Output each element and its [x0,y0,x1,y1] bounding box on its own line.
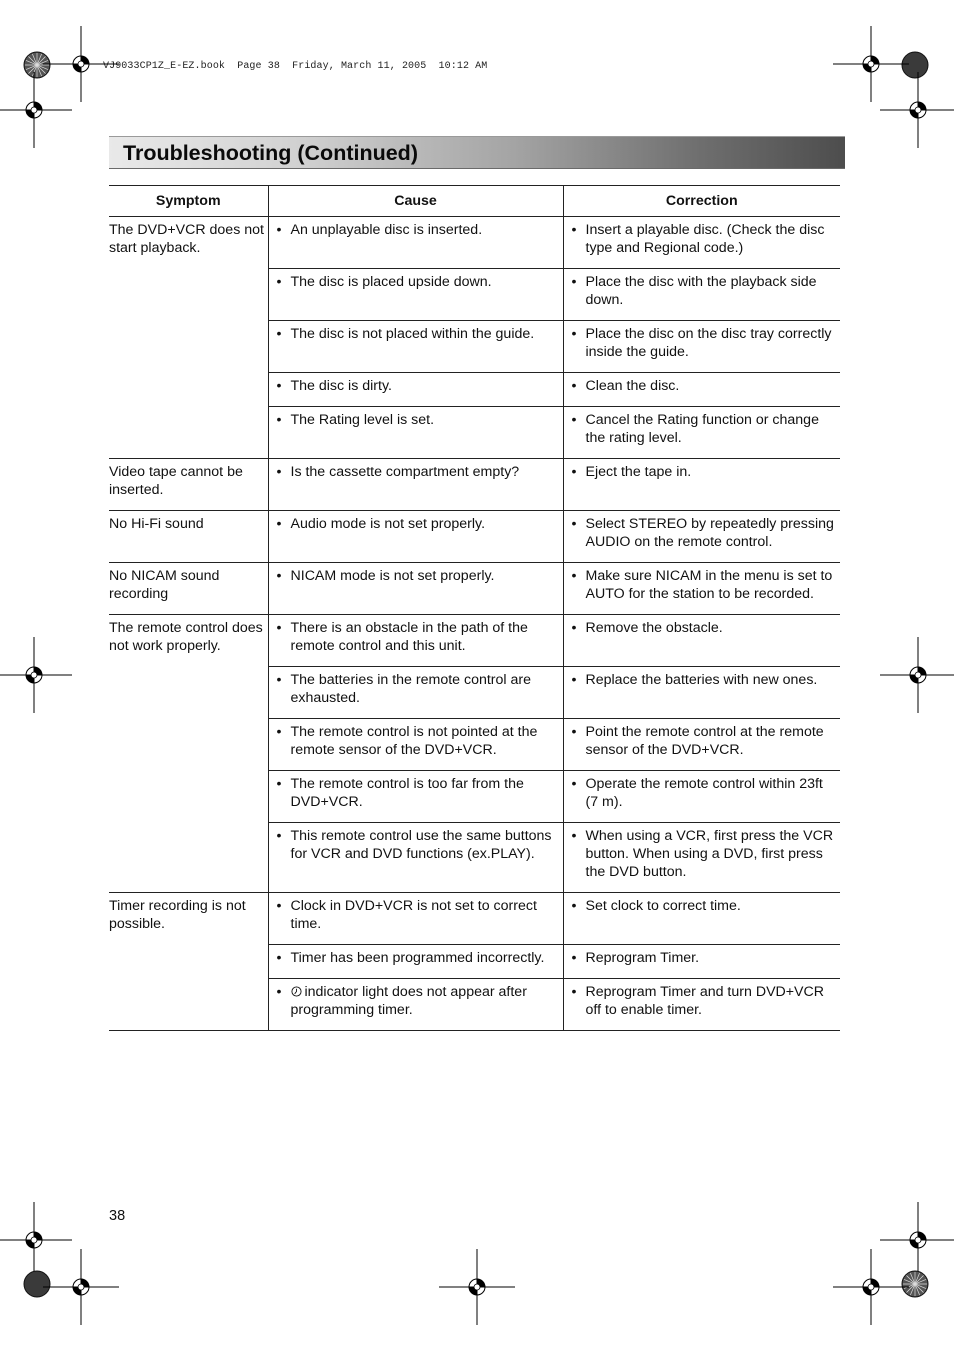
correction-text: Reprogram Timer and turn DVD+VCR off to enable timer. [585,984,825,1018]
table-row [109,459,840,511]
bullet: • [276,828,282,844]
cause-cell [268,979,563,1031]
bullet: • [276,326,282,342]
bullet: • [276,412,282,428]
cause-cell [268,217,563,269]
cause-text: The disc is placed upside down. [290,274,492,290]
cause-cell [268,615,563,667]
symptom-cell: No NICAM sound recording [109,563,268,615]
symptom-cell: The remote control does not work properly. [109,615,268,893]
bullet: • [276,516,282,532]
correction-text: Eject the tape in. [585,464,692,480]
cause-cell [268,563,563,615]
cause-text: There is an obstacle in the path of the remote control and this unit. [290,620,528,654]
correction-cell [563,563,840,615]
bullet: • [276,222,282,238]
bullet: • [276,568,282,584]
correction-text: Make sure NICAM in the menu is set to AUTO for the station to be recorded. [585,568,833,602]
bullet: • [571,516,577,532]
cause-text: Is the cassette compartment empty? [290,464,520,480]
bullet: • [276,464,282,480]
cause-text: This remote control use the same buttons for VCR and DVD functions (ex.PLAY). [290,828,552,862]
bullet: • [571,464,577,480]
cause-cell [268,945,563,979]
bullet: • [571,568,577,584]
correction-text: When using a VCR, first press the VCR button. When using a DVD, first press the DVD button. [585,828,834,880]
bullet: • [276,984,282,1000]
bullet: • [276,620,282,636]
correction-cell [563,511,840,563]
correction-cell [563,459,840,511]
correction-text: Reprogram Timer. [585,950,700,966]
cause-cell [268,459,563,511]
bullet: • [571,898,577,914]
symptom-cell: Timer recording is not possible. [109,893,268,1031]
bullet: • [571,620,577,636]
correction-cell [563,823,840,893]
symptom-cell: No Hi-Fi sound [109,511,268,563]
cause-cell [268,823,563,893]
correction-cell [563,771,840,823]
correction-text: Set clock to correct time. [585,898,741,914]
cause-cell [268,771,563,823]
correction-cell [563,979,840,1031]
bullet: • [571,378,577,394]
correction-text: Cancel the Rating function or change the rating level. [585,412,819,446]
correction-cell [563,667,840,719]
correction-text: Operate the remote control within 23ft (7 m). [585,776,823,810]
column-header-cause: Cause [268,186,563,217]
correction-cell [563,217,840,269]
cause-text: An unplayable disc is inserted. [290,222,483,238]
bullet: • [276,950,282,966]
cause-text: Timer has been programmed incorrectly. [290,950,545,966]
symptom-cell: Video tape cannot be inserted. [109,459,268,511]
correction-text: Select STEREO by repeatedly pressing AUDIO on the remote control. [585,516,834,550]
cause-cell [268,511,563,563]
cause-text: The Rating level is set. [290,412,435,428]
section-title-bar [109,136,845,169]
cause-text [291,983,559,1019]
bullet: • [276,672,282,688]
cause-text: The disc is not placed within the guide. [290,326,535,342]
correction-text: Place the disc on the disc tray correctly inside the guide. [585,326,832,360]
cause-text: The remote control is too far from the DVD+VCR. [290,776,524,810]
correction-text: Place the disc with the playback side down. [585,274,817,308]
cause-text: NICAM mode is not set properly. [290,568,495,584]
correction-cell [563,615,840,667]
bullet: • [571,950,577,966]
table-row [109,511,840,563]
bullet: • [571,984,577,1000]
table-header-row [109,186,840,217]
page-number: 38 [109,1208,126,1224]
table-row [109,563,840,615]
bullet: • [571,222,577,238]
column-header-symptom: Symptom [109,186,268,217]
bullet: • [276,378,282,394]
cause-text: Audio mode is not set properly. [290,516,486,532]
correction-cell [563,893,840,945]
correction-text: Point the remote control at the remote sensor of the DVD+VCR. [585,724,824,758]
bullet: • [571,672,577,688]
cause-cell [268,373,563,407]
correction-text: Remove the obstacle. [585,620,723,636]
cause-cell [268,667,563,719]
correction-text: Replace the batteries with new ones. [585,672,818,688]
table-row [109,217,840,269]
bullet: • [571,828,577,844]
correction-cell [563,321,840,373]
bullet: • [571,326,577,342]
correction-text: Insert a playable disc. (Check the disc type and Regional code.) [585,222,825,256]
bullet: • [571,776,577,792]
correction-text: Clean the disc. [585,378,680,394]
bullet: • [276,898,282,914]
cause-cell [268,269,563,321]
correction-cell [563,373,840,407]
correction-cell [563,269,840,321]
bullet: • [571,724,577,740]
cause-cell [268,719,563,771]
cause-text: The batteries in the remote control are exhausted. [290,672,532,706]
page-title: Troubleshooting (Continued) [123,141,418,165]
correction-cell [563,407,840,459]
cause-text: The remote control is not pointed at the remote sensor of the DVD+VCR. [290,724,538,758]
table-body [109,217,840,1031]
table-row [109,615,840,667]
bullet: • [571,412,577,428]
print-header: VJ9033CP1Z_E-EZ.book Page 38 Friday, March 11, 2005 10:12 AM [103,61,488,72]
symptom-cell: The DVD+VCR does not start playback. [109,217,268,459]
cause-text: Clock in DVD+VCR is not set to correct time. [290,898,537,932]
bullet: • [276,724,282,740]
bullet: • [276,776,282,792]
correction-cell [563,719,840,771]
table-row [109,893,840,945]
cause-cell [268,893,563,945]
troubleshooting-table [109,185,840,1031]
column-header-correction: Correction [563,186,840,217]
cause-text-body: indicator light does not appear after programming timer. [290,984,527,1018]
bullet: • [571,274,577,290]
cause-cell [268,321,563,373]
correction-cell [563,945,840,979]
timer-icon [291,986,302,997]
bullet: • [276,274,282,290]
cause-text: The disc is dirty. [290,378,392,394]
cause-cell [268,407,563,459]
